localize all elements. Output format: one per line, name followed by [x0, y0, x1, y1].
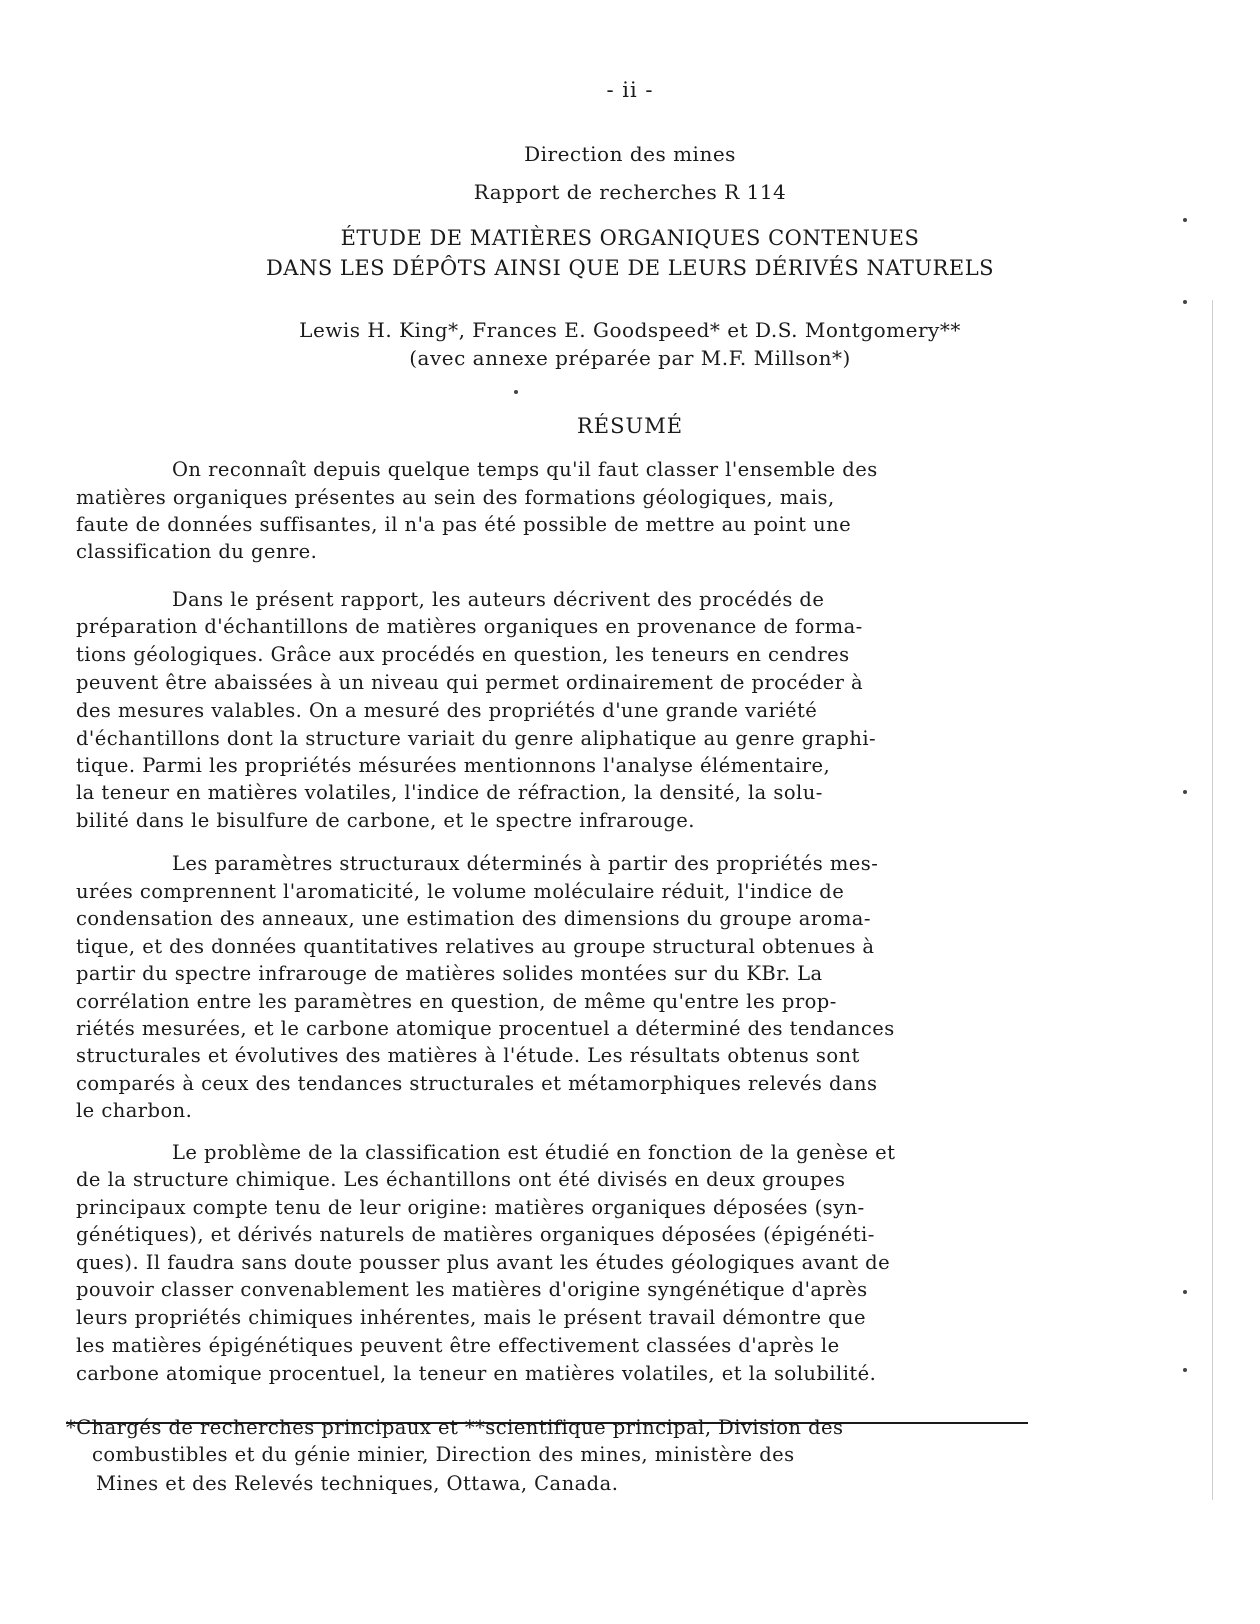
- text-line: tique, et des données quantitatives relatives au groupe structural obtenues à: [76, 935, 875, 958]
- scan-speck: [1183, 790, 1187, 794]
- page-number: - ii -: [606, 78, 654, 102]
- text-line: bilité dans le bisulfure de carbone, et le spectre infrarouge.: [76, 809, 695, 832]
- organization-name: Direction des mines: [524, 142, 736, 166]
- scan-speck: [1183, 218, 1187, 222]
- scan-speck: [1183, 1290, 1187, 1294]
- footnote-line: Mines et des Relevés techniques, Ottawa, Canada.: [96, 1472, 619, 1495]
- text-line: tions géologiques. Grâce aux procédés en question, les teneurs en cendres: [76, 643, 850, 666]
- text-line: pouvoir classer convenablement les matières d'origine syngénétique d'après: [76, 1278, 868, 1301]
- text-line: partir du spectre infrarouge de matières solides montées sur du KBr. La: [76, 962, 823, 985]
- text-line: le charbon.: [76, 1099, 193, 1122]
- text-line: urées comprennent l'aromaticité, le volume moléculaire réduit, l'indice de: [76, 880, 845, 903]
- text-line: faute de données suffisantes, il n'a pas été possible de mettre au point une: [76, 513, 852, 536]
- text-line: principaux compte tenu de leur origine: matières organiques déposées (syn-: [76, 1196, 865, 1219]
- text-line: corrélation entre les paramètres en question, de même qu'entre les prop-: [76, 990, 837, 1013]
- scan-speck: [514, 390, 518, 394]
- text-line: classification du genre.: [76, 540, 318, 563]
- scan-speck: [1183, 1368, 1187, 1372]
- title-line-2: DANS LES DÉPÔTS AINSI QUE DE LEURS DÉRIVÉS NATURELS: [265, 256, 995, 280]
- report-number: Rapport de recherches R 114: [473, 180, 787, 204]
- text-line: structurales et évolutives des matières à l'étude. Les résultats obtenus sont: [76, 1044, 860, 1067]
- scan-speck: [1183, 300, 1187, 304]
- footnote-line: *Chargés de recherches principaux et **scientifique principal, Division des: [66, 1416, 844, 1439]
- text-line: les matières épigénétiques peuvent être effectivement classées d'après le: [76, 1334, 840, 1357]
- annex-credit: (avec annexe préparée par M.F. Millson*): [409, 346, 851, 370]
- authors: Lewis H. King*, Frances E. Goodspeed* et D.S. Montgomery**: [299, 318, 961, 342]
- text-line: tique. Parmi les propriétés mésurées mentionnons l'analyse élémentaire,: [76, 754, 831, 777]
- scan-edge-line: [1212, 300, 1213, 1500]
- text-line: Dans le présent rapport, les auteurs décrivent des procédés de: [172, 588, 825, 611]
- text-line: carbone atomique procentuel, la teneur en matières volatiles, et la solubilité.: [76, 1362, 877, 1385]
- resume-heading: RÉSUMÉ: [576, 414, 684, 438]
- text-line: préparation d'échantillons de matières organiques en provenance de forma-: [76, 615, 863, 638]
- title-line-1: ÉTUDE DE MATIÈRES ORGANIQUES CONTENUES: [340, 226, 920, 250]
- text-line: leurs propriétés chimiques inhérentes, mais le présent travail démontre que: [76, 1306, 867, 1329]
- text-line: de la structure chimique. Les échantillons ont été divisés en deux groupes: [76, 1168, 846, 1191]
- text-line: des mesures valables. On a mesuré des propriétés d'une grande variété: [76, 699, 818, 722]
- text-line: génétiques), et dérivés naturels de matières organiques déposées (épigénéti-: [76, 1223, 875, 1246]
- text-line: la teneur en matières volatiles, l'indice de réfraction, la densité, la solu-: [76, 781, 823, 804]
- text-line: matières organiques présentes au sein des formations géologiques, mais,: [76, 486, 835, 509]
- text-line: ques). Il faudra sans doute pousser plus avant les études géologiques avant de: [76, 1251, 891, 1274]
- text-line: riétés mesurées, et le carbone atomique procentuel a déterminé des tendances: [76, 1017, 895, 1040]
- text-line: On reconnaît depuis quelque temps qu'il faut classer l'ensemble des: [172, 458, 878, 481]
- text-line: Le problème de la classification est étudié en fonction de la genèse et: [172, 1141, 896, 1164]
- text-line: Les paramètres structuraux déterminés à partir des propriétés mes-: [172, 852, 879, 875]
- text-line: comparés à ceux des tendances structurales et métamorphiques relevés dans: [76, 1072, 878, 1095]
- footnote-line: combustibles et du génie minier, Direction des mines, ministère des: [92, 1443, 795, 1466]
- text-line: d'échantillons dont la structure variait du genre aliphatique au genre graphi-: [76, 727, 877, 750]
- text-line: peuvent être abaissées à un niveau qui permet ordinairement de procéder à: [76, 671, 864, 694]
- text-line: condensation des anneaux, une estimation des dimensions du groupe aroma-: [76, 907, 871, 930]
